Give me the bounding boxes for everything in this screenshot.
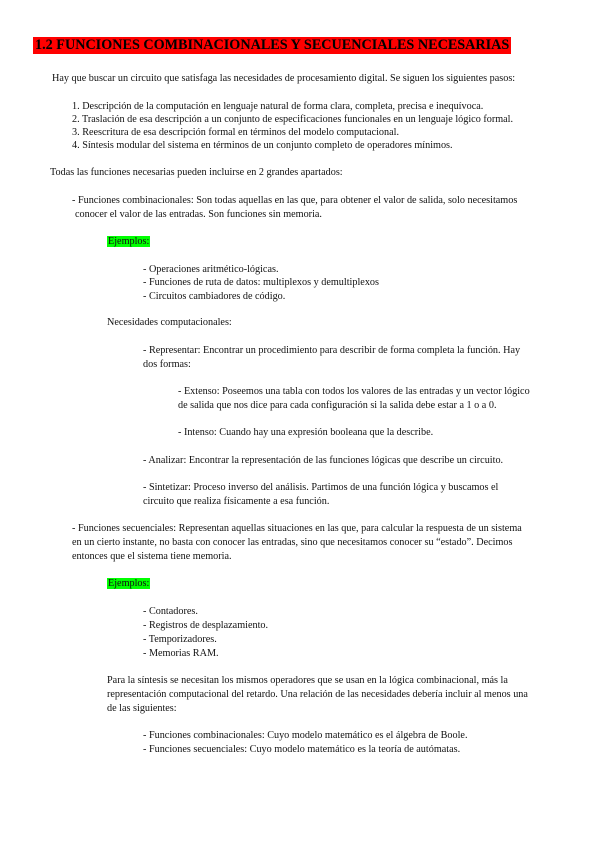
example-item: - Temporizadores. <box>143 634 217 645</box>
intro-paragraph: Hay que buscar un circuito que satisfaga las necesidades de procesamiento digital. Se siguen los siguientes pasos: <box>52 73 516 84</box>
sequential-definition-line: - Funciones secuenciales: Representan aquellas situaciones en las que, para calcular la respuesta de un sistema <box>72 523 522 534</box>
example-item: - Registros de desplazamiento. <box>143 620 269 631</box>
intenso-line: - Intenso: Cuando hay una expresión booleana que la describe. <box>178 427 434 438</box>
represent-line: dos formas: <box>143 359 191 370</box>
example-item: - Operaciones aritmético-lógicas. <box>143 264 279 275</box>
represent-line: - Representar: Encontrar un procedimiento para describir de forma completa la función. Hay <box>143 345 521 356</box>
example-item: - Memorias RAM. <box>143 648 219 659</box>
step-item: 2. Traslación de esa descripción a un conjunto de especificaciones funcionales en un lenguaje lógico formal. <box>72 114 514 125</box>
step-item: 4. Síntesis modular del sistema en términos de un conjunto completo de operadores mínimos. <box>72 140 453 151</box>
sintetizar-line: circuito que realiza físicamente a esa función. <box>143 496 330 507</box>
analizar-line: - Analizar: Encontrar la representación de las funciones lógicas que describe un circuito. <box>143 455 504 466</box>
section-title: 1.2 FUNCIONES COMBINACIONALES Y SECUENCIALES NECESARIAS <box>35 37 510 53</box>
examples-highlight-label: Ejemplos: <box>108 236 150 247</box>
combinational-definition-line: - Funciones combinacionales: Son todas aquellas en las que, para obtener el valor de salida, solo necesitamos <box>72 195 518 206</box>
example-item: - Contadores. <box>143 606 198 617</box>
combinational-definition-line: conocer el valor de las entradas. Son funciones sin memoria. <box>75 209 322 220</box>
categories-intro: Todas las funciones necesarias pueden incluirse en 2 grandes apartados: <box>50 167 343 178</box>
extenso-line: de salida que nos dice para cada configuración si la salida debe estar a 1 o a 0. <box>178 400 497 411</box>
examples-highlight-label: Ejemplos: <box>108 578 150 589</box>
sintetizar-line: - Sintetizar: Proceso inverso del análisis. Partimos de una función lógica y buscamos el <box>143 482 499 493</box>
example-item: - Funciones de ruta de datos: multiplexos y demultiplexos <box>143 277 379 288</box>
needs-item: - Funciones secuenciales: Cuyo modelo matemático es la teoría de autómatas. <box>143 744 461 755</box>
example-item: - Circuitos cambiadores de código. <box>143 291 286 302</box>
sequential-definition-line: en un cierto instante, no basta con conocer las entradas, sino que necesitamos conocer su “estado”. Decimos <box>72 537 513 548</box>
needs-heading: Necesidades computacionales: <box>107 317 232 328</box>
sequential-definition-line: entonces que el sistema tiene memoria. <box>72 551 232 562</box>
extenso-line: - Extenso: Poseemos una tabla con todos los valores de las entradas y un vector lógico <box>178 386 530 397</box>
step-item: 3. Reescritura de esa descripción formal en términos del modelo computacional. <box>72 127 400 138</box>
synthesis-paragraph-line: Para la síntesis se necesitan los mismos operadores que se usan en la lógica combinacional, más la <box>107 675 508 686</box>
synthesis-paragraph-line: de las siguientes: <box>107 703 177 714</box>
synthesis-paragraph-line: representación computacional del retardo. Una relación de las necesidades debería incluir al menos una <box>107 689 528 700</box>
step-item: 1. Descripción de la computación en lenguaje natural de forma clara, completa, precisa e inequívoca. <box>72 101 484 112</box>
needs-item: - Funciones combinacionales: Cuyo modelo matemático es el álgebra de Boole. <box>143 730 468 741</box>
